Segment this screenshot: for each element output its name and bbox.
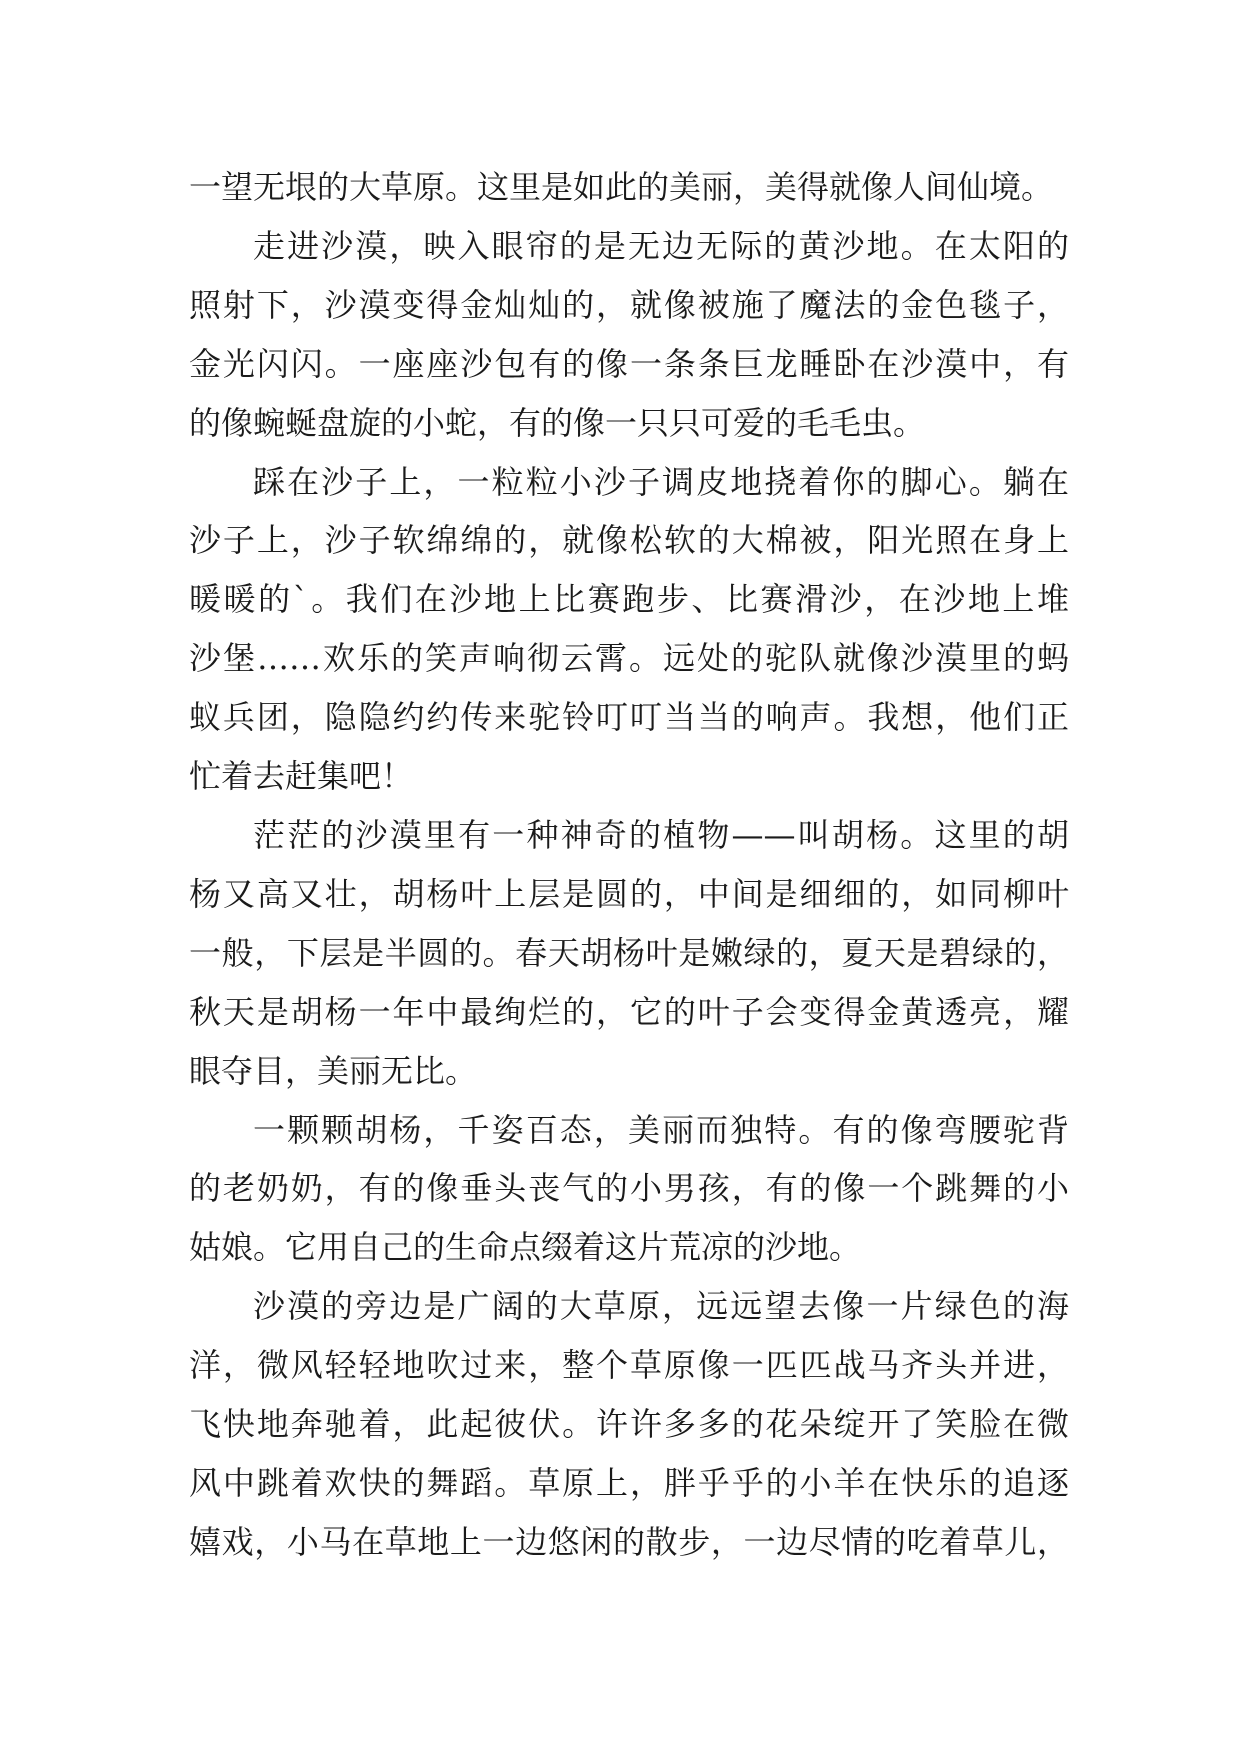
text-line: 走进沙漠，映入眼帘的是无边无际的黄沙地。在太阳的: [253, 226, 1069, 265]
text-line: 沙堡……欢乐的笑声响彻云霄。远处的驼队就像沙漠里的蚂: [189, 639, 1069, 678]
text-line: 沙子上，沙子软绵绵的，就像松软的大棉被，阳光照在身上: [189, 521, 1069, 560]
paragraph: [189, 1277, 1069, 1572]
text-line: 的像蜿蜒盘旋的小蛇，有的像一只只可爱的毛毛虫。: [189, 403, 926, 442]
text-line: 茫茫的沙漠里有一种神奇的植物——叫胡杨。这里的胡: [253, 815, 1069, 854]
paragraph: [189, 1101, 1069, 1278]
paragraph: [189, 217, 1069, 453]
text-line: 飞快地奔驰着，此起彼伏。许许多多的花朵绽开了笑脸在微: [189, 1405, 1069, 1444]
text-line: 照射下，沙漠变得金灿灿的，就像被施了魔法的金色毯子，: [189, 285, 1069, 324]
text-line: 洋，微风轻轻地吹过来，整个草原像一匹匹战马齐头并进，: [189, 1346, 1069, 1385]
text-line: 秋天是胡杨一年中最绚烂的，它的叶子会变得金黄透亮，耀: [189, 992, 1069, 1031]
text-line: 一般，下层是半圆的。春天胡杨叶是嫩绿的，夏天是碧绿的，: [189, 933, 1069, 972]
text-line: 一颗颗胡杨，千姿百态，美丽而独特。有的像弯腰驼背: [253, 1110, 1069, 1149]
text-line: 风中跳着欢快的舞蹈。草原上，胖乎乎的小羊在快乐的追逐: [189, 1463, 1069, 1502]
text-line: 嬉戏，小马在草地上一边悠闲的散步，一边尽情的吃着草儿，: [189, 1522, 1069, 1561]
text-line: 踩在沙子上，一粒粒小沙子调皮地挠着你的脚心。躺在: [253, 462, 1069, 501]
text-line: 的老奶奶，有的像垂头丧气的小男孩，有的像一个跳舞的小: [189, 1169, 1069, 1208]
text-line: 金光闪闪。一座座沙包有的像一条条巨龙睡卧在沙漠中，有: [189, 344, 1069, 383]
text-line: 姑娘。它用自己的生命点缀着这片荒凉的沙地。: [189, 1228, 862, 1267]
paragraph: [189, 806, 1069, 1101]
text-line: 忙着去赶集吧！: [189, 757, 414, 796]
text-line: 一望无垠的大草原。这里是如此的美丽，美得就像人间仙境。: [189, 168, 1054, 206]
paragraph: [189, 453, 1069, 806]
text-line: 暖暖的`。我们在沙地上比赛跑步、比赛滑沙，在沙地上堆: [189, 580, 1069, 619]
text-line: 沙漠的旁边是广阔的大草原，远远望去像一片绿色的海: [253, 1287, 1069, 1326]
text-line: 蚁兵团，隐隐约约传来驼铃叮叮当当的响声。我想，他们正: [189, 698, 1069, 737]
text-line: 眼夺目，美丽无比。: [189, 1051, 478, 1090]
article-body: [189, 158, 1069, 1572]
paragraph: [189, 158, 1069, 217]
text-line: 杨又高又壮，胡杨叶上层是圆的，中间是细细的，如同柳叶: [189, 874, 1069, 913]
